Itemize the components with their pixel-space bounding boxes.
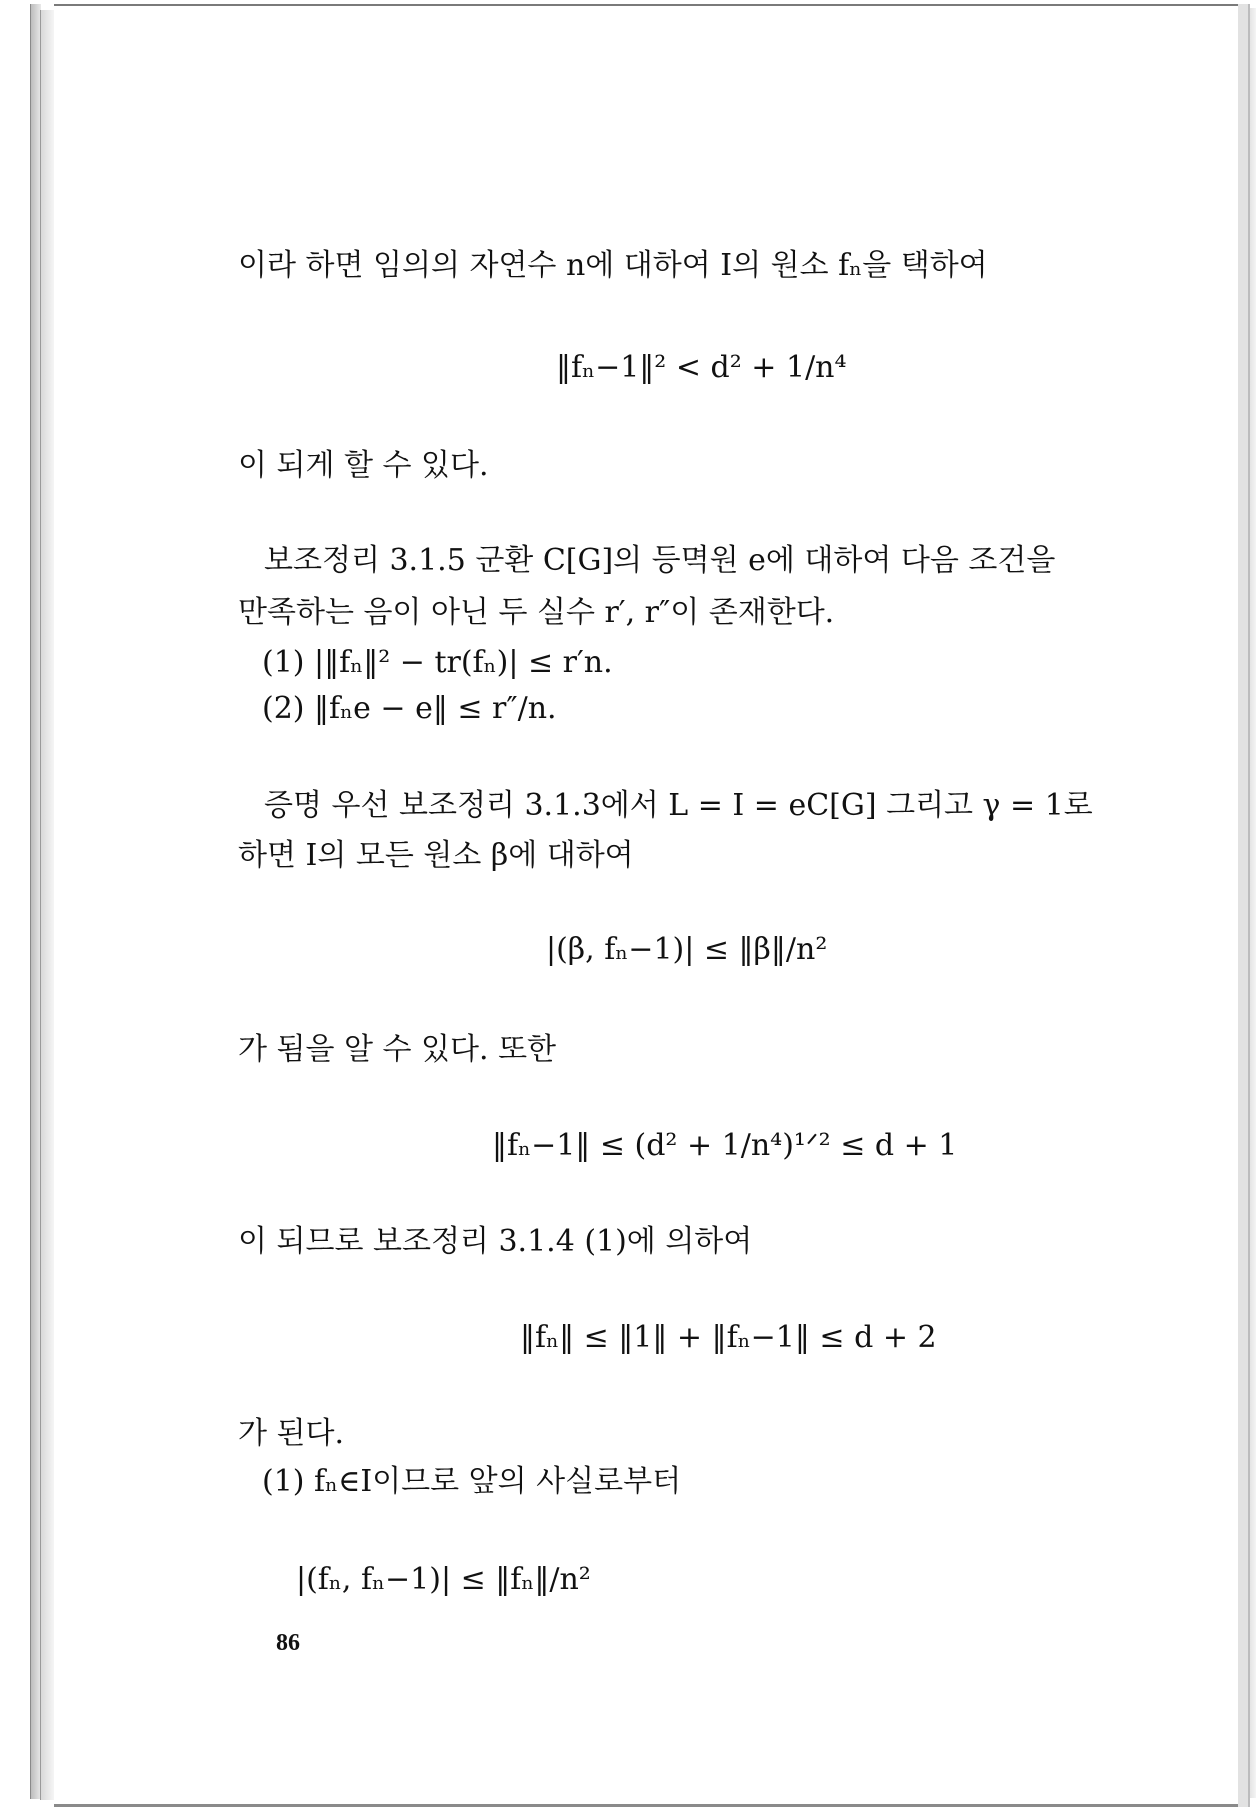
page-edge-right (1242, 8, 1256, 1798)
equation-3: ‖fₙ−1‖ ≤ (d² + 1/n⁴)¹ᐟ² ≤ d + 1 (492, 1128, 958, 1163)
equation-1: ‖fₙ−1‖² < d² + 1/n⁴ (556, 350, 847, 385)
equation-2: |(β, fₙ−1)| ≤ ‖β‖/n² (546, 932, 828, 967)
proof-line-1: 증명 우선 보조정리 3.1.3에서 L = I = eC[G] 그리고 γ = 1로 (264, 788, 1093, 823)
page-number: 86 (276, 1630, 300, 1656)
lemma-3-1-5-line-1: 보조정리 3.1.5 군환 C[G]의 등멱원 e에 대하여 다음 조건을 (264, 543, 1056, 578)
equation-5: |(fₙ, fₙ−1)| ≤ ‖fₙ‖/n² (296, 1562, 591, 1597)
paragraph-2: 이 되게 할 수 있다. (238, 448, 489, 483)
page-edge-left-inner (40, 10, 55, 1800)
paragraph-5: 가 된다. (238, 1416, 345, 1451)
proof-line-2: 하면 I의 모든 원소 β에 대하여 (238, 838, 634, 873)
paragraph-3: 가 됨을 알 수 있다. 또한 (238, 1032, 557, 1067)
paragraph-6: (1) fₙ∈I이므로 앞의 사실로부터 (262, 1464, 682, 1499)
condition-2: (2) ‖fₙe − e‖ ≤ r″/n. (262, 691, 557, 726)
paragraph-1: 이라 하면 임의의 자연수 n에 대하여 I의 원소 fₙ을 택하여 (238, 248, 988, 283)
lemma-3-1-5-line-2: 만족하는 음이 아닌 두 실수 r′, r″이 존재한다. (238, 595, 835, 630)
paragraph-4: 이 되므로 보조정리 3.1.4 (1)에 의하여 (238, 1224, 753, 1259)
equation-4: ‖fₙ‖ ≤ ‖1‖ + ‖fₙ−1‖ ≤ d + 2 (520, 1320, 937, 1355)
condition-1: (1) |‖fₙ‖² − tr(fₙ)| ≤ r′n. (262, 645, 613, 680)
